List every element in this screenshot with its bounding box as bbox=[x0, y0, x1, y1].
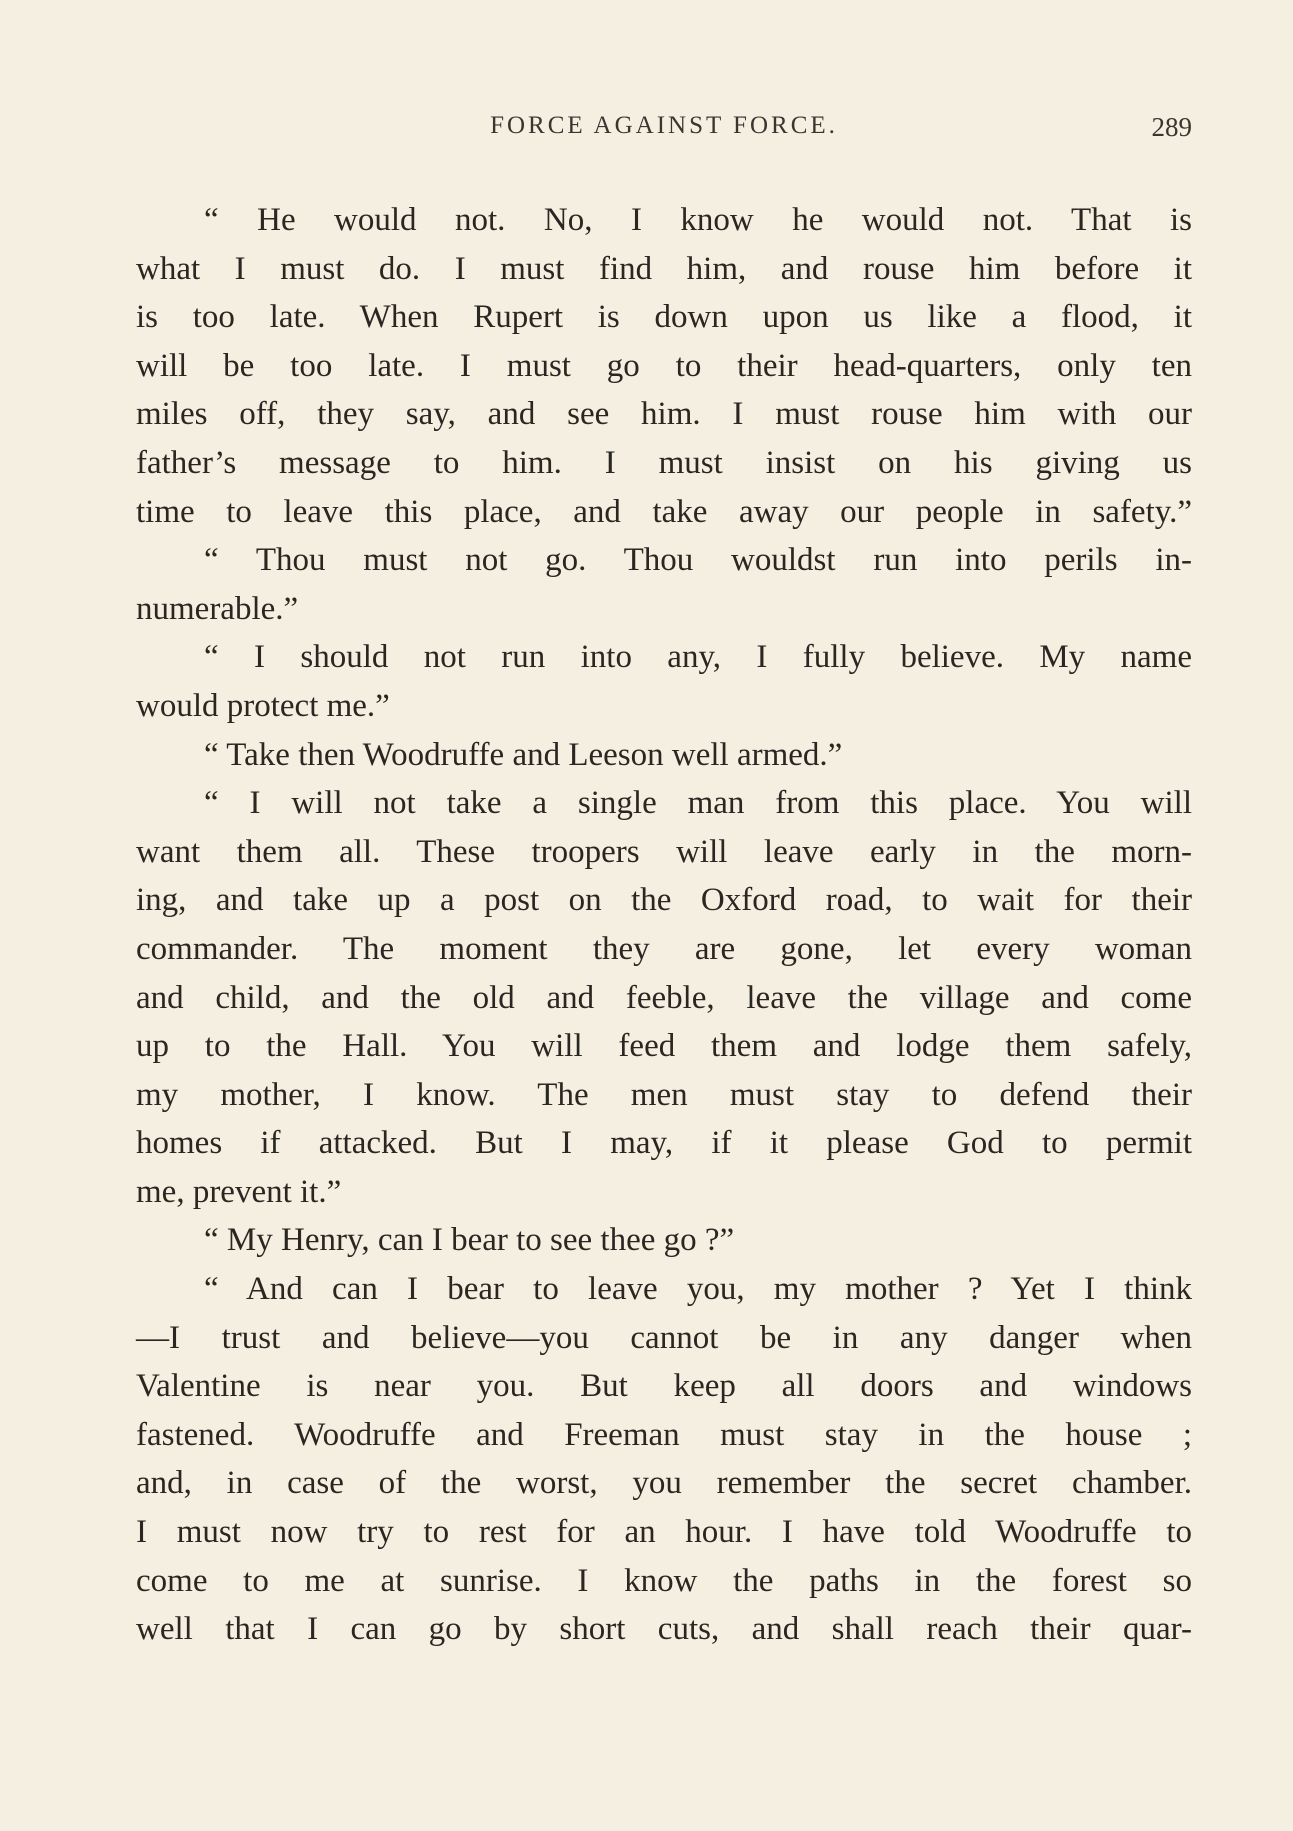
text-line: —I trust and believe—you cannot be in any danger when bbox=[136, 1319, 1192, 1356]
text-line: “ Take then Woodruffe and Leeson well armed.” bbox=[204, 736, 843, 773]
text-line: well that I can go by short cuts, and shall reach their quar- bbox=[136, 1611, 1192, 1648]
text-line: up to the Hall. You will feed them and lodge them safely, bbox=[136, 1028, 1192, 1065]
text-line: time to leave this place, and take away our people in safety.” bbox=[136, 493, 1192, 530]
text-line: “ Thou must not go. Thou wouldst run into perils in- bbox=[204, 542, 1192, 579]
text-line: commander. The moment they are gone, let every woman bbox=[136, 930, 1192, 967]
text-line: “ I will not take a single man from this place. You will bbox=[204, 785, 1192, 822]
text-line: want them all. These troopers will leave early in the morn- bbox=[136, 833, 1192, 870]
text-line: I must now try to rest for an hour. I have told Woodruffe to bbox=[136, 1514, 1192, 1551]
text-line: “ I should not run into any, I fully believe. My name bbox=[204, 639, 1192, 676]
text-line: “ My Henry, can I bear to see thee go ?” bbox=[204, 1222, 735, 1259]
text-line: would protect me.” bbox=[136, 687, 390, 724]
text-line: my mother, I know. The men must stay to defend their bbox=[136, 1076, 1192, 1113]
text-line: will be too late. I must go to their head-quarters, only ten bbox=[136, 347, 1192, 384]
text-line: and child, and the old and feeble, leave the village and come bbox=[136, 979, 1192, 1016]
text-line: “ And can I bear to leave you, my mother ? Yet I think bbox=[204, 1271, 1192, 1308]
text-line: what I must do. I must find him, and rouse him before it bbox=[136, 250, 1192, 287]
text-line: “ He would not. No, I know he would not. That is bbox=[204, 202, 1192, 238]
running-head bbox=[136, 112, 1192, 152]
running-title: FORCE AGAINST FORCE. bbox=[490, 112, 838, 139]
text-line: come to me at sunrise. I know the paths in the forest so bbox=[136, 1562, 1192, 1599]
text-line: father’s message to him. I must insist on his giving us bbox=[136, 444, 1192, 481]
text-line: homes if attacked. But I may, if it please God to permit bbox=[136, 1125, 1192, 1162]
text-line: ing, and take up a post on the Oxford road, to wait for their bbox=[136, 882, 1192, 919]
text-line: fastened. Woodruffe and Freeman must stay in the house ; bbox=[136, 1416, 1192, 1453]
text-line: Valentine is near you. But keep all doors and windows bbox=[136, 1368, 1192, 1405]
text-line: miles off, they say, and see him. I must rouse him with our bbox=[136, 396, 1192, 433]
page-number: 289 bbox=[1151, 112, 1192, 142]
text-line: and, in case of the worst, you remember the secret chamber. bbox=[136, 1465, 1192, 1502]
body-text bbox=[136, 196, 1192, 1654]
text-line: is too late. When Rupert is down upon us like a flood, it bbox=[136, 299, 1192, 336]
text-line: me, prevent it.” bbox=[136, 1173, 342, 1210]
text-line: numerable.” bbox=[136, 590, 299, 627]
